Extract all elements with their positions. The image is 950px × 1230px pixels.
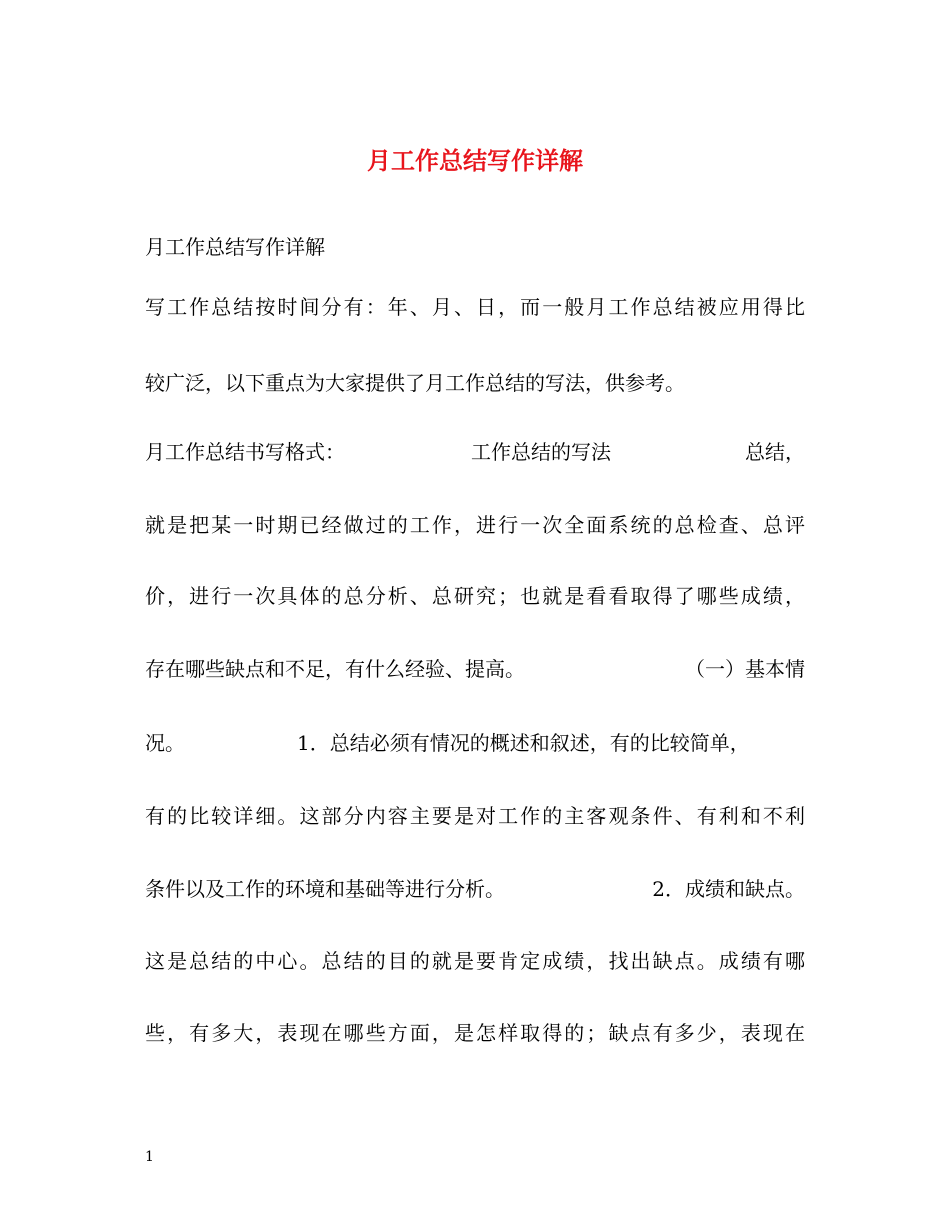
text-line-2: 写工作总结按时间分有：年、月、日，而一般月工作总结被应用得比 (145, 295, 805, 319)
text-line-6: 价，进行一次具体的总分析、总研究；也就是看看取得了哪些成绩， (145, 584, 805, 608)
page-number: 1 (145, 1149, 154, 1165)
text-segment: 1．总结必须有情况的概述和叙述，有的比较简单， (297, 731, 750, 755)
text-line-3: 较广泛，以下重点为大家提供了月工作总结的写法，供参考。 (145, 371, 685, 395)
text-line-12: 些，有多大，表现在哪些方面，是怎样取得的；缺点有多少，表现在 (145, 1021, 805, 1045)
text-segment: 2．成绩和缺点。 (652, 877, 805, 901)
text-line-4 (145, 436, 805, 468)
text-segment: 月工作总结书写格式： (145, 440, 345, 464)
text-segment: 工作总结的写法 (471, 440, 611, 464)
document-title: 月工作总结写作详解 (367, 146, 583, 175)
text-segment: 总结， (745, 440, 805, 464)
text-line-7 (145, 653, 805, 685)
text-line-11: 这是总结的中心。总结的目的就是要肯定成绩，找出缺点。成绩有哪 (145, 949, 805, 973)
text-segment: 况。 (145, 731, 185, 755)
text-line-9: 有的比较详细。这部分内容主要是对工作的主客观条件、有利和不利 (145, 804, 805, 828)
text-line-10 (145, 873, 805, 905)
text-segment: 存在哪些缺点和不足，有什么经验、提高。 (145, 657, 525, 681)
text-line-1: 月工作总结写作详解 (145, 235, 325, 259)
text-segment: 条件以及工作的环境和基础等进行分析。 (145, 877, 505, 901)
text-line-8 (145, 727, 805, 759)
text-line-5: 就是把某一时期已经做过的工作，进行一次全面系统的总检查、总评 (145, 513, 805, 537)
text-segment: （一）基本情 (685, 657, 805, 681)
